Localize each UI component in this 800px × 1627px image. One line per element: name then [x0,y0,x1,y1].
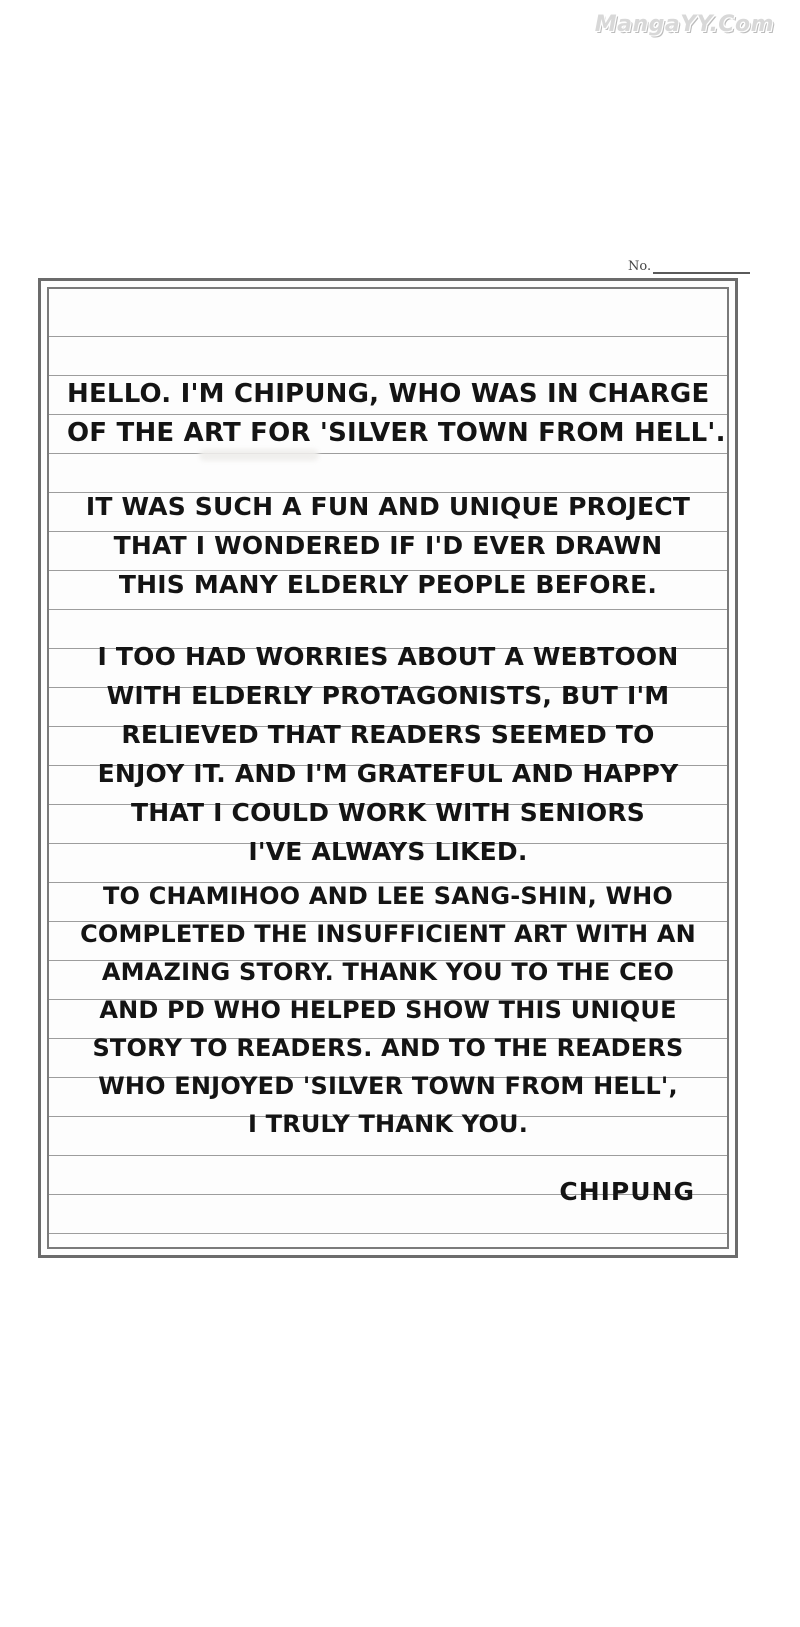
letter-line: TO CHAMIHOO AND LEE SANG-SHIN, WHO [102,882,674,910]
letter-line: ENJOY IT. AND I'M GRATEFUL AND HAPPY [97,759,679,788]
letter-line: IT WAS SUCH A FUN AND UNIQUE PROJECT [85,492,691,521]
letter-line: THIS MANY ELDERLY PEOPLE BEFORE. [118,570,658,599]
letter-line: STORY TO READERS. AND TO THE READERS [92,1034,684,1062]
letter-line: RELIEVED THAT READERS SEEMED TO [121,720,655,749]
letter-line: I'VE ALWAYS LIKED. [248,837,528,866]
letter-line: AMAZING STORY. THANK YOU TO THE CEO [101,958,675,986]
letter-paragraph-4 [67,877,709,1143]
notebook-page-inner [47,287,729,1249]
letter-paragraph-1 [67,375,726,453]
letter-line: OF THE ART FOR 'SILVER TOWN FROM HELL'. [67,418,726,448]
no-rule [653,271,750,274]
letter-line: THAT I WONDERED IF I'D EVER DRAWN [113,531,663,560]
site-watermark: MangaYY.Com [594,12,774,37]
letter-line: WHO ENJOYED 'SILVER TOWN FROM HELL', [98,1072,678,1100]
letter-line: I TRULY THANK YOU. [247,1110,529,1138]
letter-line: THAT I COULD WORK WITH SENIORS [131,798,645,827]
letter-line: AND PD WHO HELPED SHOW THIS UNIQUE [99,996,677,1024]
letter-line: I TOO HAD WORRIES ABOUT A WEBTOON [97,642,679,671]
letter-line: COMPLETED THE INSUFFICIENT ART WITH AN [80,920,696,948]
letter-signature: CHIPUNG [559,1177,695,1206]
page-number-header [628,252,750,274]
letter-line: HELLO. I'M CHIPUNG, WHO WAS IN CHARGE [67,379,710,409]
no-label: No. [628,259,652,274]
notebook-page [38,278,738,1258]
letter-paragraph-2 [67,487,709,604]
letter-paragraph-3 [67,637,709,871]
letter-line: WITH ELDERLY PROTAGONISTS, BUT I'M [106,681,670,710]
letter-body [49,289,727,1247]
